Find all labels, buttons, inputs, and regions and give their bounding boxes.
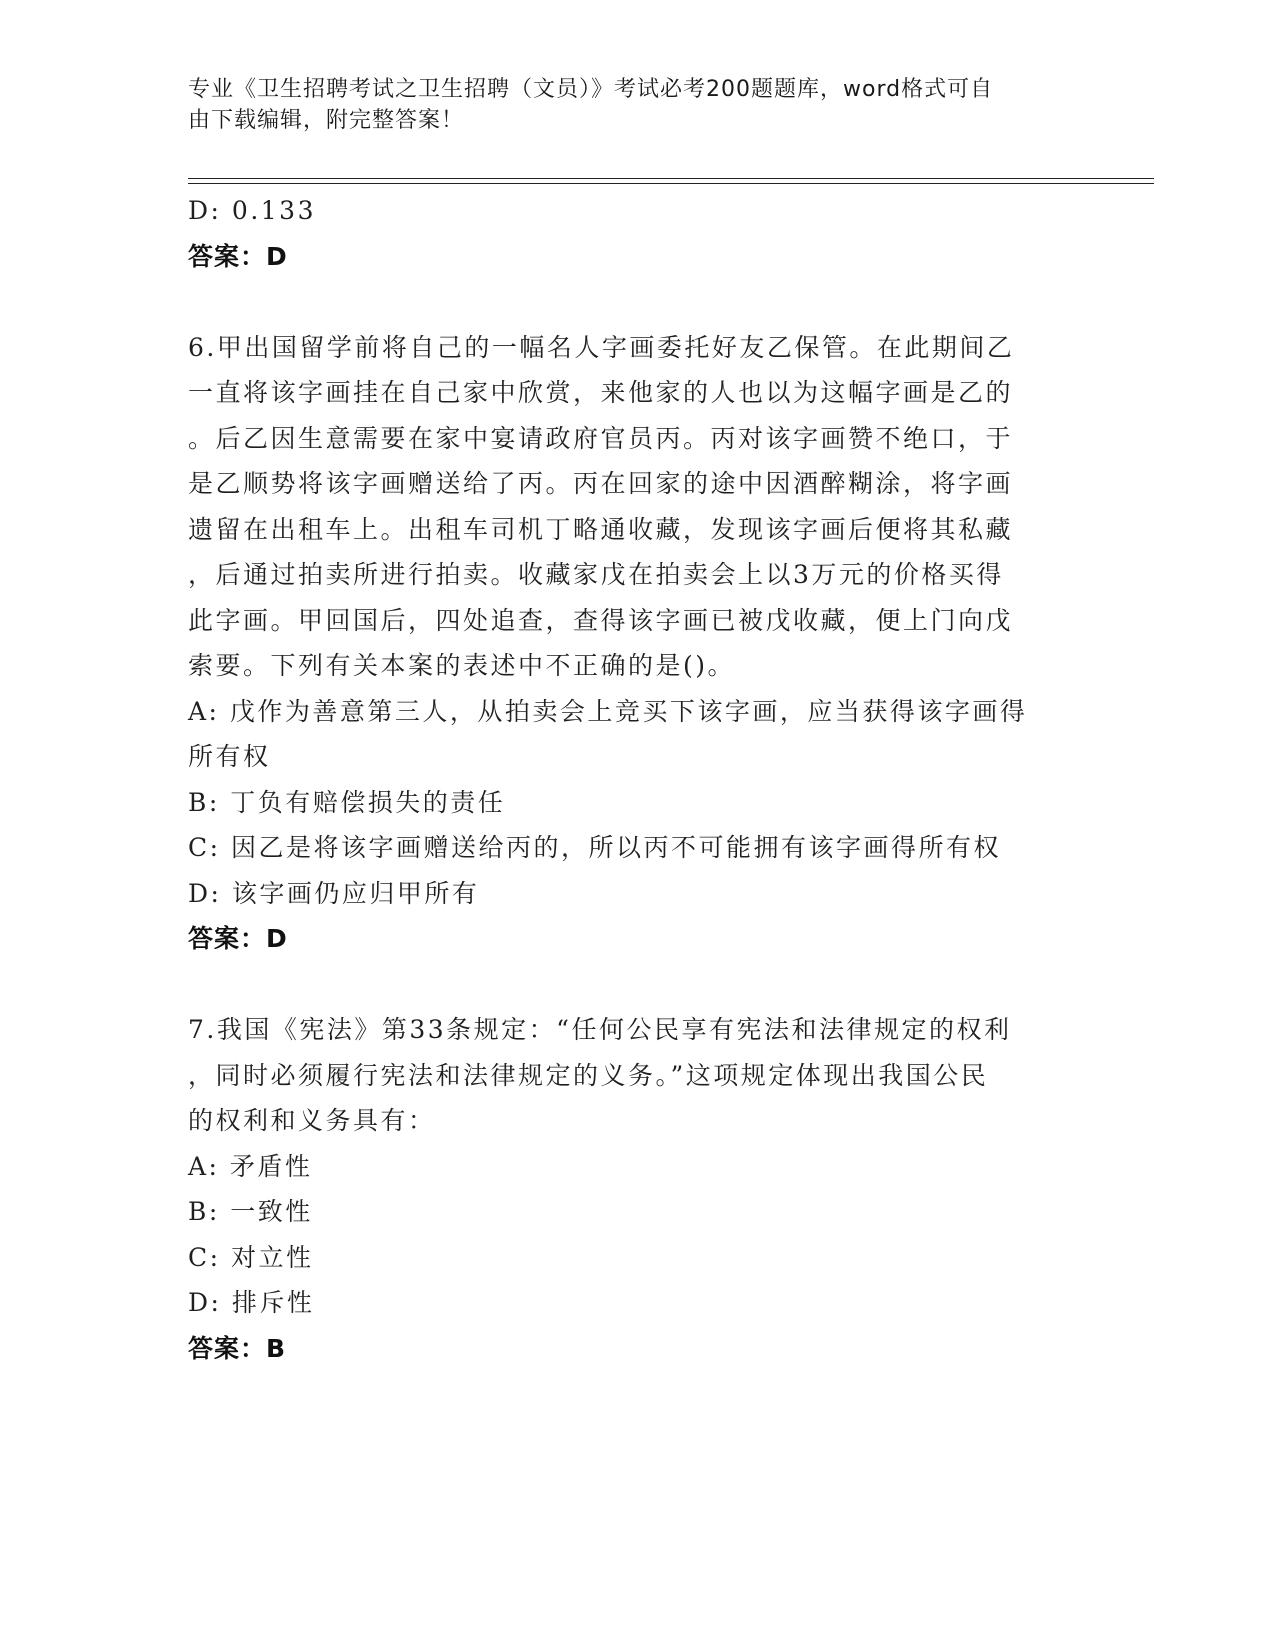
prev-answer: 答案：D xyxy=(188,241,288,271)
q7-stem-line: 7.我国《宪法》第33条规定：“任何公民享有宪法和法律规定的权利 xyxy=(188,1015,1012,1044)
question-6 xyxy=(188,325,1088,962)
header-divider-top xyxy=(188,178,1154,179)
q7-option-c: C: 对立性 xyxy=(188,1242,314,1272)
q6-stem-line: 遗留在出租车上。出租车司机丁略通收藏，发现该字画后便将其私藏 xyxy=(188,514,1014,544)
q6-option-a: A: 戊作为善意第三人，从拍卖会上竞买下该字画，应当获得该字画得 xyxy=(188,696,1028,726)
header-line-2: 由下载编辑，附完整答案！ xyxy=(188,108,465,133)
question-7 xyxy=(188,1007,1088,1371)
q6-stem-line: 索要。下列有关本案的表述中不正确的是()。 xyxy=(188,651,736,680)
q6-option-d: D: 该字画仍应归甲所有 xyxy=(188,878,480,908)
q6-stem-line: 是乙顺势将该字画赠送给了丙。丙在回家的途中因酒醉糊涂，将字画 xyxy=(188,469,1014,498)
q6-stem-line: 此字画。甲回国后，四处追查，查得该字画已被戊收藏，便上门向戊 xyxy=(188,605,1014,635)
q7-option-d: D: 排斥性 xyxy=(188,1288,315,1317)
q6-answer: 答案：D xyxy=(188,924,288,953)
q6-option-b: B: 丁负有赔偿损失的责任 xyxy=(188,787,506,817)
q7-stem-line: 的权利和义务具有： xyxy=(188,1106,436,1135)
q6-stem-line: 6.甲出国留学前将自己的一幅名人字画委托好友乙保管。在此期间乙 xyxy=(188,332,1015,362)
q7-stem-line: ，同时必须履行宪法和法律规定的义务。”这项规定体现出我国公民 xyxy=(188,1060,989,1090)
spacer xyxy=(188,962,1088,1008)
header-divider-bottom xyxy=(188,183,1154,184)
page-header xyxy=(188,74,1068,136)
q6-stem-line: ，后通过拍卖所进行拍卖。收藏家戊在拍卖会上以3万元的价格买得 xyxy=(188,560,1004,589)
q6-stem-line: 。后乙因生意需要在家中宴请政府官员丙。丙对该字画赞不绝口，于 xyxy=(188,423,1014,453)
header-line-1: 专业《卫生招聘考试之卫生招聘（文员）》考试必考200题题库，word格式可自 xyxy=(188,77,994,102)
q6-option-c: C: 因乙是将该字画赠送给丙的，所以丙不可能拥有该字画得所有权 xyxy=(188,833,1002,862)
q7-answer: 答案：B xyxy=(188,1333,287,1363)
q7-option-a: A: 矛盾性 xyxy=(188,1151,313,1181)
q7-option-b: B: 一致性 xyxy=(188,1197,313,1226)
q6-stem-line: 一直将该字画挂在自己家中欣赏，来他家的人也以为这幅字画是乙的 xyxy=(188,378,1014,407)
spacer xyxy=(188,279,1088,325)
document-body xyxy=(188,188,1088,1371)
q6-option-a-cont: 所有权 xyxy=(188,742,271,771)
prev-option-d: D: 0.133 xyxy=(188,196,316,225)
